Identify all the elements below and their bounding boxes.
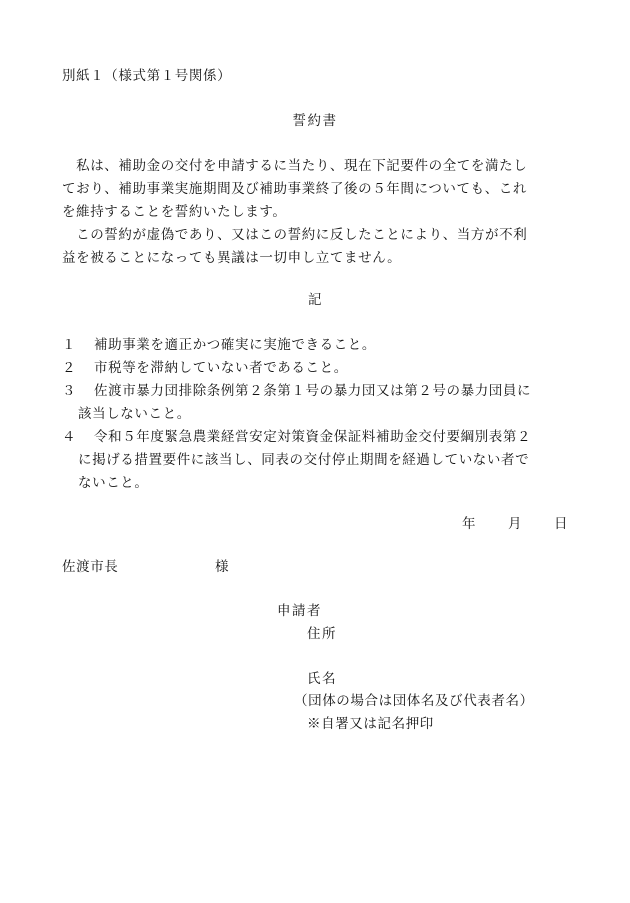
address-label: 住所: [307, 626, 337, 642]
applicant-label: 申請者: [277, 603, 322, 619]
form-reference: 別紙１（様式第１号関係）: [62, 68, 232, 84]
item-text-continued: に掲げる措置要件に該当し、同表の交付停止期間を経過していない者で: [78, 452, 530, 468]
item-text: 市税等を滞納していない者であること。: [94, 360, 348, 376]
date-day: 日: [554, 516, 569, 532]
addressee: 佐渡市長: [62, 559, 119, 575]
intro-line-4: この誓約が虚偽であり、又はこの誓約に反したことにより、当方が不利: [62, 227, 528, 243]
group-name-note: （団体の場合は団体名及び代表者名）: [294, 693, 534, 709]
item-text: 佐渡市暴力団排除条例第２条第１号の暴力団又は第２号の暴力団員に: [94, 383, 532, 399]
ki-heading: 記: [307, 292, 323, 308]
item-number: ２: [62, 360, 77, 376]
intro-line-1: 私は、補助金の交付を申請するに当たり、現在下記要件の全てを満たし: [62, 158, 528, 174]
honorific: 様: [215, 559, 230, 575]
date-month: 月: [508, 516, 523, 532]
date-year: 年: [462, 516, 477, 532]
intro-line-3: を維持することを誓約いたします。: [62, 204, 287, 220]
item-text-continued: 該当しないこと。: [78, 406, 191, 422]
item-text: 補助事業を適正かつ確実に実施できること。: [94, 337, 376, 353]
item-text: 令和５年度緊急農業経営安定対策資金保証料補助金交付要綱別表第２: [94, 429, 532, 445]
item-text-continued: ないこと。: [78, 475, 149, 491]
name-label: 氏名: [307, 671, 337, 687]
intro-line-2: ており、補助事業実施期間及び補助事業終了後の５年間についても、これ: [62, 181, 528, 197]
item-number: ３: [62, 383, 77, 399]
document-title: 誓約書: [292, 113, 338, 129]
item-number: １: [62, 337, 77, 353]
intro-line-5: 益を被ることになっても異議は一切申し立てません。: [62, 250, 402, 266]
item-number: ４: [62, 429, 77, 445]
signature-note: ※自署又は記名押印: [307, 716, 434, 732]
